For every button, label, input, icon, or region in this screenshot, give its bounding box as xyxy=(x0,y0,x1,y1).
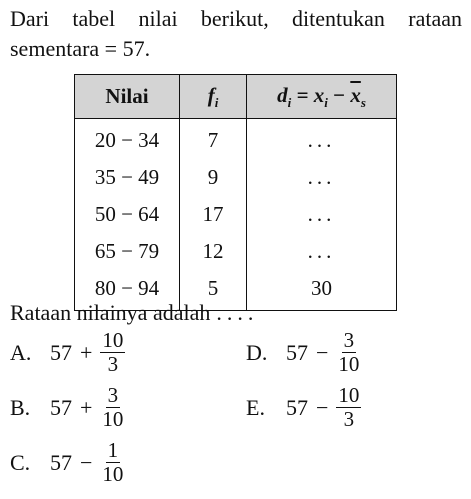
option-d-letter: D. xyxy=(246,339,268,365)
option-c-denominator: 10 xyxy=(102,462,124,486)
option-a-letter: A. xyxy=(10,339,32,365)
header-di-eq: = x xyxy=(291,82,325,107)
option-b-fraction xyxy=(100,385,125,430)
question-text: Dari tabel nilai berikut, ditentukan rataan sementara = 57. xyxy=(10,6,462,61)
option-a-numerator: 10 xyxy=(102,328,124,352)
option-b-expression xyxy=(50,385,125,430)
option-c-expression xyxy=(50,440,125,485)
option-e-letter: E. xyxy=(246,394,265,420)
header-di-x-sub: i xyxy=(324,94,328,110)
table-row xyxy=(75,196,397,233)
option-b-base: 57 xyxy=(50,394,72,420)
header-di-d-sub: i xyxy=(287,94,292,110)
option-d-expression xyxy=(286,330,361,375)
option-e-numerator: 10 xyxy=(338,383,360,407)
option-a-base: 57 xyxy=(50,339,72,365)
cell-di: ... xyxy=(247,233,397,270)
option-b-denominator: 10 xyxy=(102,407,124,431)
option-c-fraction xyxy=(100,440,125,485)
cell-nilai: 80 − 94 xyxy=(75,270,180,311)
cell-nilai: 65 − 79 xyxy=(75,233,180,270)
option-e-base: 57 xyxy=(286,394,308,420)
header-fi-sub: i xyxy=(214,94,219,110)
option-e-fraction xyxy=(336,385,361,430)
header-di-d: d xyxy=(277,82,288,107)
header-di xyxy=(247,75,397,119)
option-e-denominator: 3 xyxy=(343,407,355,431)
header-di-xbar: $\overline{x}$ xyxy=(350,82,361,107)
table-row xyxy=(75,233,397,270)
cell-di: ... xyxy=(247,196,397,233)
option-d[interactable] xyxy=(246,330,361,375)
option-c-numerator: 1 xyxy=(107,438,119,462)
answer-prompt xyxy=(10,300,258,326)
option-d-operator: − xyxy=(316,339,329,365)
option-a-fraction xyxy=(100,330,125,375)
option-c-base: 57 xyxy=(50,449,72,475)
cell-di: ... xyxy=(247,119,397,160)
option-b-numerator: 3 xyxy=(107,383,119,407)
header-nilai: Nilai xyxy=(75,75,180,119)
option-b[interactable] xyxy=(10,385,125,430)
prompt-text: Rataan nilainya adalah xyxy=(10,300,211,325)
table-row xyxy=(75,159,397,196)
option-c-operator: − xyxy=(80,449,93,475)
option-d-fraction xyxy=(336,330,361,375)
option-e-operator: − xyxy=(316,394,329,420)
option-e[interactable] xyxy=(246,385,361,430)
header-di-xbar-sub: s xyxy=(360,94,366,110)
option-b-letter: B. xyxy=(10,394,31,420)
cell-fi: 5 xyxy=(180,270,247,311)
option-a-denominator: 3 xyxy=(107,352,119,376)
cell-fi: 17 xyxy=(180,196,247,233)
option-a-operator: + xyxy=(80,339,93,365)
prompt-dots: .... xyxy=(216,300,259,325)
cell-fi: 7 xyxy=(180,119,247,160)
header-di-minus: − xyxy=(327,82,351,107)
option-a[interactable] xyxy=(10,330,125,375)
frequency-table xyxy=(74,74,397,311)
cell-di: 30 xyxy=(247,270,397,311)
header-fi xyxy=(180,75,247,119)
table-header-row xyxy=(75,75,397,119)
cell-nilai: 35 − 49 xyxy=(75,159,180,196)
cell-nilai: 50 − 64 xyxy=(75,196,180,233)
header-fi-symbol: f xyxy=(207,82,215,107)
cell-fi: 9 xyxy=(180,159,247,196)
table-row xyxy=(75,119,397,160)
option-c[interactable] xyxy=(10,440,125,485)
option-d-base: 57 xyxy=(286,339,308,365)
cell-di: ... xyxy=(247,159,397,196)
cell-nilai: 20 − 34 xyxy=(75,119,180,160)
option-a-expression xyxy=(50,330,125,375)
option-c-letter: C. xyxy=(10,449,31,475)
option-d-denominator: 10 xyxy=(338,352,360,376)
option-e-expression xyxy=(286,385,361,430)
cell-fi: 12 xyxy=(180,233,247,270)
option-d-numerator: 3 xyxy=(343,328,355,352)
option-b-operator: + xyxy=(80,394,93,420)
